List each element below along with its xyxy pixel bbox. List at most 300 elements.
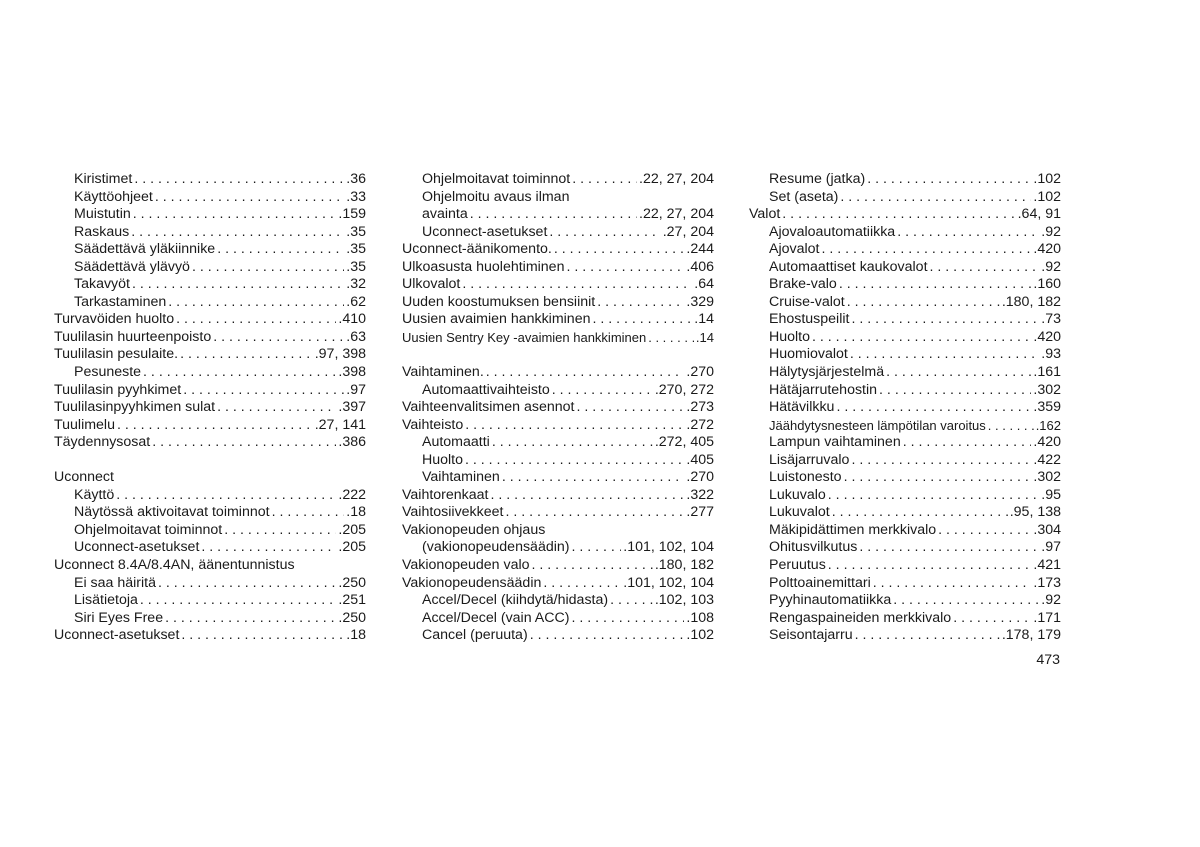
index-page-refs: .420: [1033, 241, 1061, 258]
index-term: Tuulilasin pyyhkimet: [54, 381, 182, 398]
index-term: Tuulilasin huurteenpoisto: [54, 328, 212, 345]
index-term: Jäähdytysnesteen lämpötilan varoitus: [769, 417, 986, 433]
dot-leader: [572, 539, 622, 557]
index-entry: [54, 557, 366, 575]
index-entry: [54, 382, 366, 400]
index-term: Hätäjarrutehostin: [769, 381, 878, 398]
index-column-3: [749, 171, 1061, 645]
index-entry: [749, 610, 1061, 628]
dot-leader: [836, 399, 1031, 417]
index-entry: [54, 522, 366, 540]
index-page-refs: .173: [1033, 574, 1061, 591]
index-page-refs: .102, 103: [654, 592, 714, 609]
index-term: Ohitusvilkutus: [769, 539, 858, 556]
index-term: Pyyhinautomatiikka: [769, 592, 892, 609]
dot-leader: [847, 294, 1000, 312]
index-page-refs: .22, 27, 204: [639, 171, 714, 187]
dot-leader: [572, 171, 637, 189]
index-term: Lukuvalo: [769, 486, 826, 503]
index-entry: [749, 592, 1061, 610]
index-page-refs: .18: [346, 504, 366, 521]
index-page-refs: .14: [695, 329, 714, 345]
index-page-refs: .101, 102, 104: [623, 574, 714, 591]
index-page-refs: .35: [346, 241, 366, 258]
index-page-refs: .97: [346, 381, 366, 398]
index-column-2: [402, 171, 714, 645]
index-entry: [54, 224, 366, 242]
index-entry: [749, 206, 1061, 224]
dot-leader: [133, 206, 337, 224]
index-term: Uconnect-asetukset: [74, 539, 200, 556]
index-entry: [54, 487, 366, 505]
index-term: Accel/Decel (kiihdytä/hidasta): [422, 592, 609, 609]
index-page-refs: .420: [1033, 328, 1061, 345]
index-entry: [54, 364, 366, 382]
index-entry: [54, 610, 366, 628]
index-entry: [54, 206, 366, 224]
index-page-refs: .397: [338, 399, 366, 416]
index-page-refs: .180, 182: [654, 557, 714, 574]
dot-leader: [530, 627, 685, 645]
index-page-refs: .178, 179: [1001, 627, 1061, 644]
index-page-refs: .386: [338, 434, 366, 451]
index-term: Ehostuspeilit: [769, 311, 850, 328]
index-page-refs: .251: [338, 592, 366, 609]
index-term: Luistonesto: [769, 469, 842, 486]
index-column-1: [54, 171, 366, 645]
dot-leader: [165, 610, 336, 628]
index-term: Muistutin: [74, 206, 131, 223]
index-entry: [402, 627, 714, 645]
index-term: Huolto: [422, 451, 464, 468]
index-page-refs: .270, 272: [654, 381, 714, 398]
dot-leader: [224, 522, 336, 540]
index-term: Seisontajarru: [769, 627, 853, 644]
index-term: Accel/Decel (vain ACC): [422, 609, 570, 626]
index-page-refs: .97: [1041, 539, 1061, 556]
dot-leader: [828, 557, 1032, 575]
index-spacer: [402, 346, 714, 364]
index-term: avainta: [422, 206, 468, 223]
dot-leader: [879, 382, 1031, 400]
index-term: Uconnect: [54, 469, 114, 486]
dot-leader: [859, 539, 1039, 557]
dot-leader: [152, 434, 336, 452]
dot-leader: [183, 382, 344, 400]
dot-leader: [155, 189, 344, 207]
index-page-refs: .101, 102, 104: [623, 539, 714, 556]
index-entry: [54, 171, 366, 189]
index-page-refs: .160: [1033, 276, 1061, 293]
index-entry: [54, 627, 366, 645]
dot-leader: [552, 382, 653, 400]
index-term: Käyttöohjeet: [74, 188, 153, 205]
index-entry: [402, 382, 714, 400]
index-page-refs: .270: [686, 364, 714, 381]
dot-leader: [168, 294, 344, 312]
index-term: Hätävilkku: [769, 399, 835, 416]
index-entry: [54, 346, 366, 364]
index-entry: [402, 189, 714, 207]
index-page-refs: .62: [346, 293, 366, 310]
index-page-refs: .102: [1033, 171, 1061, 187]
index-entry: [402, 575, 714, 593]
index-page-refs: .36: [346, 171, 366, 187]
index-term: Ulkovalot: [402, 276, 461, 293]
index-entry: [749, 469, 1061, 487]
index-entry: [402, 276, 714, 294]
dot-leader: [465, 417, 684, 435]
index-term: Täydennysosat: [54, 434, 151, 451]
index-term: Vaihtaminen.: [402, 364, 484, 381]
index-term: Lisätietoja: [74, 592, 138, 609]
index-term: Kiristimet: [74, 171, 133, 187]
dot-leader: [903, 434, 1032, 452]
index-page-refs: .422: [1033, 451, 1061, 468]
index-term: Lisäjarruvalo: [769, 451, 850, 468]
index-term: Resume (jatka): [769, 171, 866, 187]
index-entry: [749, 399, 1061, 417]
dot-leader: [213, 329, 344, 347]
index-page-refs: .244: [686, 241, 714, 258]
index-entry: [402, 241, 714, 259]
index-page-refs: .35: [346, 258, 366, 275]
index-page-refs: .421: [1033, 557, 1061, 574]
index-entry: [402, 610, 714, 628]
index-page-refs: .405: [686, 451, 714, 468]
dot-leader: [116, 487, 336, 505]
index-entry: [402, 329, 714, 347]
index-entry: [54, 311, 366, 329]
dot-leader: [502, 469, 685, 487]
index-page-refs: .18: [346, 627, 366, 644]
index-page-refs: .32: [346, 276, 366, 293]
index-term: Vakionopeudensäädin: [402, 574, 542, 591]
index-page-refs: .398: [338, 364, 366, 381]
index-entry: [54, 259, 366, 277]
index-entry: [54, 592, 366, 610]
dot-leader: [850, 346, 1039, 364]
dot-leader: [855, 627, 1000, 645]
index-page-refs: .97, 398: [314, 346, 366, 363]
index-page-refs: .162: [1035, 417, 1061, 433]
index-entry: [54, 294, 366, 312]
index-term: Vaihteisto: [402, 416, 464, 433]
index-term: Automaatti: [422, 434, 490, 451]
index-entry: [749, 346, 1061, 364]
index-entry: [54, 539, 366, 557]
index-page-refs: .92: [1041, 258, 1061, 275]
index-entry: [749, 189, 1061, 207]
index-term: Tuulilasin pesulaite.: [54, 346, 179, 363]
index-entry: [749, 171, 1061, 189]
dot-leader: [158, 575, 336, 593]
index-term: Vaihtorenkaat: [402, 486, 489, 503]
index-entry: [54, 434, 366, 452]
index-entry: [749, 522, 1061, 540]
index-page-refs: .171: [1033, 609, 1061, 626]
index-term: Automaattiset kaukovalot: [769, 258, 928, 275]
index-page-refs: .277: [686, 504, 714, 521]
dot-leader: [897, 224, 1039, 242]
dot-leader: [851, 311, 1039, 329]
index-entry: [402, 364, 714, 382]
index-page-refs: .406: [686, 258, 714, 275]
index-entry: [749, 276, 1061, 294]
index-page-refs: .250: [338, 609, 366, 626]
index-term: Tuulilasinpyyhkimen sulat: [54, 399, 216, 416]
dot-leader: [610, 592, 653, 610]
dot-leader: [492, 434, 653, 452]
index-page-refs: .108: [686, 609, 714, 626]
index-term: Uconnect-asetukset: [54, 627, 180, 644]
index-page-refs: .92: [1041, 223, 1061, 240]
index-entry: [402, 469, 714, 487]
dot-leader: [192, 259, 344, 277]
index-entry: [749, 575, 1061, 593]
index-page-refs: .302: [1033, 469, 1061, 486]
index-term: Tarkastaminen: [74, 293, 167, 310]
index-page-refs: .22, 27, 204: [639, 206, 714, 223]
index-term: Turvavöiden huolto: [54, 311, 175, 328]
dot-leader: [143, 364, 336, 382]
dot-leader: [571, 610, 684, 628]
index-term: Hälytysjärjestelmä: [769, 364, 885, 381]
index-term: Automaattivaihteisto: [422, 381, 550, 398]
index-entry: [402, 557, 714, 575]
dot-leader: [532, 557, 653, 575]
index-term: Ohjelmoitavat toiminnot: [74, 521, 223, 538]
dot-leader: [832, 504, 1008, 522]
index-page-refs: .27, 141: [314, 416, 366, 433]
index-term: Käyttö: [74, 486, 115, 503]
index-spacer: [54, 452, 366, 470]
dot-leader: [812, 329, 1031, 347]
dot-leader: [839, 276, 1032, 294]
index-entry: [749, 311, 1061, 329]
index-term: Raskaus: [74, 223, 130, 240]
index-term: Säädettävä ylävyö: [74, 258, 190, 275]
dot-leader: [886, 364, 1031, 382]
index-page-refs: .159: [338, 206, 366, 223]
dot-leader: [180, 346, 313, 364]
dot-leader: [140, 592, 336, 610]
dot-leader: [938, 522, 1031, 540]
index-term: Tuulimelu: [54, 416, 115, 433]
index-term: Vakionopeuden valo: [402, 557, 530, 574]
index-entry: [402, 522, 714, 540]
index-page-refs: .14: [694, 311, 714, 328]
index-page-refs: .27, 204: [662, 223, 714, 240]
index-term: Uusien avaimien hankkiminen: [402, 311, 591, 328]
index-page-refs: .322: [686, 486, 714, 503]
index-term: Uusien Sentry Key -avaimien hankkiminen: [402, 329, 647, 345]
index-page-refs: .102: [686, 627, 714, 644]
index-entry: [749, 224, 1061, 242]
index-entry: [749, 627, 1061, 645]
dot-leader: [953, 610, 1031, 628]
index-page-refs: .272, 405: [654, 434, 714, 451]
dot-leader: [597, 294, 684, 312]
index-page-refs: .161: [1033, 364, 1061, 381]
index-term: Vaihtaminen: [422, 469, 500, 486]
index-term: Cancel (peruuta): [422, 627, 528, 644]
index-page-refs: .304: [1033, 521, 1061, 538]
index-entry: [749, 452, 1061, 470]
dot-leader: [867, 171, 1031, 189]
dot-leader: [592, 311, 692, 329]
index-page-refs: .205: [338, 521, 366, 538]
index-entry: [402, 224, 714, 242]
index-entry: [54, 399, 366, 417]
index-page-refs: .302: [1033, 381, 1061, 398]
index-entry: [402, 294, 714, 312]
index-page-refs: .270: [686, 469, 714, 486]
index-entry: [402, 417, 714, 435]
index-entry: [54, 417, 366, 435]
index-term: Rengaspaineiden merkkivalo: [769, 609, 952, 626]
dot-leader: [217, 241, 344, 259]
index-entry: [54, 504, 366, 522]
index-entry: [54, 189, 366, 207]
index-entry: [402, 452, 714, 470]
index-term: (vakionopeudensäädin): [422, 539, 570, 556]
index-term: Säädettävä yläkiinnike: [74, 241, 216, 258]
index-page-refs: .205: [338, 539, 366, 556]
index-entry: [54, 276, 366, 294]
dot-leader: [272, 504, 345, 522]
index-entry: [749, 434, 1061, 452]
index-term: Uconnect 8.4A/8.4AN, äänentunnistus: [54, 557, 295, 574]
index-entry: [402, 311, 714, 329]
index-page-refs: .33: [346, 188, 366, 205]
dot-leader: [828, 487, 1039, 505]
dot-leader: [176, 311, 336, 329]
dot-leader: [821, 241, 1031, 259]
index-term: Lampun vaihtaminen: [769, 434, 901, 451]
index-entry: [54, 469, 366, 487]
index-term: Uconnect-asetukset: [422, 223, 548, 240]
index-entry: [402, 504, 714, 522]
index-term: Huomiovalot: [769, 346, 848, 363]
index-entry: [402, 592, 714, 610]
dot-leader: [491, 487, 685, 505]
index-term: Ulkoasusta huolehtiminen: [402, 258, 565, 275]
index-entry: [749, 557, 1061, 575]
index-entry: [402, 434, 714, 452]
index-term: Peruutus: [769, 557, 826, 574]
index-entry: [749, 382, 1061, 400]
index-page-refs: .273: [686, 399, 714, 416]
index-page-refs: .420: [1033, 434, 1061, 451]
index-entry: [402, 487, 714, 505]
index-page-refs: .35: [346, 223, 366, 240]
index-term: Vakionopeuden ohjaus: [402, 521, 546, 538]
index-entry: [749, 329, 1061, 347]
dot-leader: [132, 276, 344, 294]
page-number: 473: [1036, 652, 1060, 668]
index-entry: [54, 241, 366, 259]
dot-leader: [873, 575, 1032, 593]
dot-leader: [566, 259, 684, 277]
index-page-refs: .359: [1033, 399, 1061, 416]
index-term: Brake-valo: [769, 276, 837, 293]
dot-leader: [465, 452, 684, 470]
index-page-refs: .93: [1041, 346, 1061, 363]
dot-leader: [134, 171, 344, 189]
dot-leader: [201, 539, 336, 557]
index-term: Set (aseta): [769, 188, 839, 205]
index-page-refs: .222: [338, 486, 366, 503]
dot-leader: [217, 399, 336, 417]
dot-leader: [181, 627, 344, 645]
index-page-refs: .410: [338, 311, 366, 328]
index-term: Ajovaloautomatiikka: [769, 223, 896, 240]
index-entry: [749, 241, 1061, 259]
index-page-refs: .329: [686, 293, 714, 310]
index-entry: [54, 575, 366, 593]
dot-leader: [851, 452, 1031, 470]
index-page-refs: .73: [1041, 311, 1061, 328]
index-entry: [749, 294, 1061, 312]
index-term: Takavyöt: [74, 276, 130, 293]
index-entry: [402, 539, 714, 557]
dot-leader: [470, 206, 637, 224]
index-term: Uuden koostumuksen bensiinit: [402, 293, 596, 310]
dot-leader: [844, 469, 1032, 487]
index-page-refs: .95: [1041, 486, 1061, 503]
dot-leader: [131, 224, 344, 242]
dot-leader: [782, 206, 1015, 224]
dot-leader: [988, 417, 1034, 435]
index-term: Uconnect-äänikomento.: [402, 241, 552, 258]
index-entry: [402, 171, 714, 189]
index-page-refs: .272: [686, 416, 714, 433]
index-page-refs: .64: [694, 276, 714, 293]
dot-leader: [543, 575, 621, 593]
index-term: Ohjelmoitu avaus ilman: [422, 188, 570, 205]
index-term: Lukuvalot: [769, 504, 830, 521]
index-entry: [749, 259, 1061, 277]
index-term: Siri Eyes Free: [74, 609, 164, 626]
index-entry: [402, 399, 714, 417]
index-entry: [749, 487, 1061, 505]
dot-leader: [930, 259, 1040, 277]
index-entry: [749, 417, 1061, 435]
index-term: Vaihteenvalitsimen asennot: [402, 399, 575, 416]
index-entry: [402, 206, 714, 224]
index-page-refs: .63: [346, 328, 366, 345]
index-entry: [749, 504, 1061, 522]
dot-leader: [117, 417, 313, 435]
index-term: Näytössä aktivoitavat toiminnot: [74, 504, 270, 521]
dot-leader: [576, 399, 684, 417]
index-page-refs: .250: [338, 574, 366, 591]
index-term: Valot: [749, 206, 781, 223]
index-page-refs: .64, 91: [1017, 206, 1061, 223]
index-entry: [749, 539, 1061, 557]
index-page-refs: .180, 182: [1001, 293, 1061, 310]
dot-leader: [840, 189, 1031, 207]
dot-leader: [505, 504, 684, 522]
dot-leader: [549, 224, 660, 242]
index-page-refs: .95, 138: [1009, 504, 1061, 521]
index-entry: [749, 364, 1061, 382]
index-page-refs: .102: [1033, 188, 1061, 205]
index-term: Ohjelmoitavat toiminnot: [422, 171, 571, 187]
dot-leader: [462, 276, 692, 294]
index-term: Polttoainemittari: [769, 574, 871, 591]
